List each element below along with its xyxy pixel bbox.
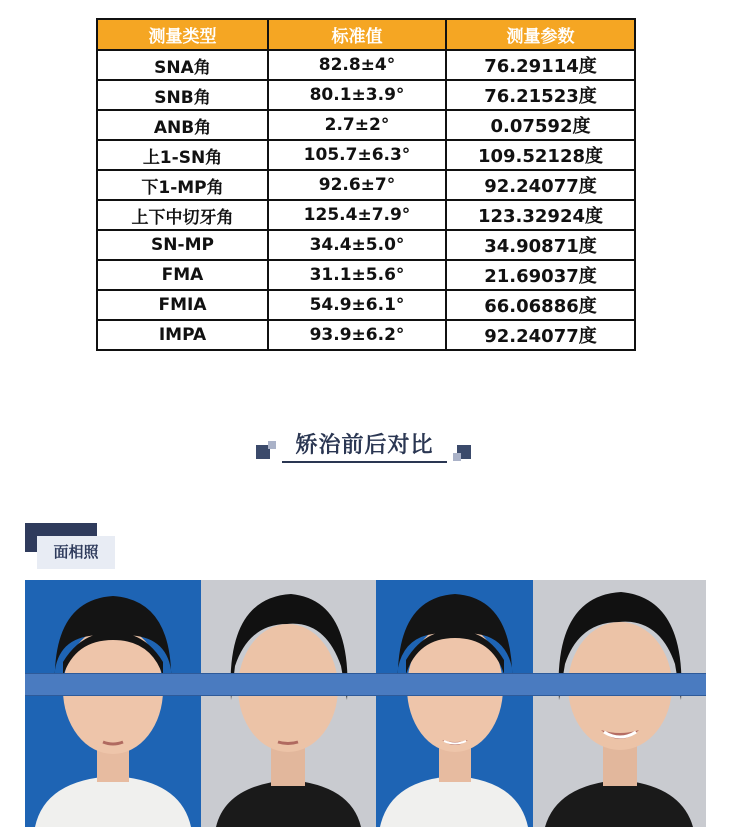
cell-type: FMA bbox=[97, 260, 268, 290]
facial-photo-strip bbox=[25, 580, 706, 827]
cell-type: 上1-SN角 bbox=[97, 140, 268, 170]
header-standard: 标准值 bbox=[268, 19, 446, 50]
table-row bbox=[97, 50, 635, 80]
cell-standard: 54.9±6.1° bbox=[268, 290, 446, 320]
photo-before-front bbox=[25, 580, 201, 827]
measurement-table bbox=[96, 18, 636, 351]
table-row bbox=[97, 110, 635, 140]
cell-type: IMPA bbox=[97, 320, 268, 350]
table-row bbox=[97, 290, 635, 320]
photo-after-smile bbox=[533, 580, 706, 827]
cell-type: SNB角 bbox=[97, 80, 268, 110]
table-row bbox=[97, 80, 635, 110]
cell-standard: 92.6±7° bbox=[268, 170, 446, 200]
cell-measured: 76.21523度 bbox=[446, 80, 635, 110]
photo-before-side bbox=[201, 580, 376, 827]
cell-standard: 34.4±5.0° bbox=[268, 230, 446, 260]
photo-section-label: 面相照 bbox=[37, 536, 115, 569]
header-type: 测量类型 bbox=[97, 19, 268, 50]
table-header-row bbox=[97, 19, 635, 50]
cell-measured: 92.24077度 bbox=[446, 320, 635, 350]
table-row bbox=[97, 230, 635, 260]
cell-measured: 34.90871度 bbox=[446, 230, 635, 260]
cell-measured: 0.07592度 bbox=[446, 110, 635, 140]
header-measured: 测量参数 bbox=[446, 19, 635, 50]
cell-standard: 31.1±5.6° bbox=[268, 260, 446, 290]
cell-standard: 125.4±7.9° bbox=[268, 200, 446, 230]
cell-measured: 66.06886度 bbox=[446, 290, 635, 320]
cell-measured: 92.24077度 bbox=[446, 170, 635, 200]
table-row bbox=[97, 170, 635, 200]
cell-standard: 2.7±2° bbox=[268, 110, 446, 140]
table-row bbox=[97, 200, 635, 230]
cell-type: 上下中切牙角 bbox=[97, 200, 268, 230]
cell-measured: 21.69037度 bbox=[446, 260, 635, 290]
cell-measured: 123.32924度 bbox=[446, 200, 635, 230]
privacy-eye-bar bbox=[25, 673, 706, 696]
cell-standard: 93.9±6.2° bbox=[268, 320, 446, 350]
cell-standard: 80.1±3.9° bbox=[268, 80, 446, 110]
decor-squares-left-icon bbox=[256, 441, 276, 461]
section-heading bbox=[0, 426, 729, 466]
cell-type: SNA角 bbox=[97, 50, 268, 80]
cell-standard: 82.8±4° bbox=[268, 50, 446, 80]
table-row bbox=[97, 140, 635, 170]
cell-standard: 105.7±6.3° bbox=[268, 140, 446, 170]
table-row bbox=[97, 320, 635, 350]
cell-measured: 76.29114度 bbox=[446, 50, 635, 80]
cell-type: 下1-MP角 bbox=[97, 170, 268, 200]
cell-type: FMIA bbox=[97, 290, 268, 320]
cell-type: SN-MP bbox=[97, 230, 268, 260]
section-title: 矫治前后对比 bbox=[282, 428, 447, 463]
decor-squares-right-icon bbox=[453, 441, 473, 461]
cell-type: ANB角 bbox=[97, 110, 268, 140]
photo-after-front bbox=[376, 580, 533, 827]
table-row bbox=[97, 260, 635, 290]
cell-measured: 109.52128度 bbox=[446, 140, 635, 170]
